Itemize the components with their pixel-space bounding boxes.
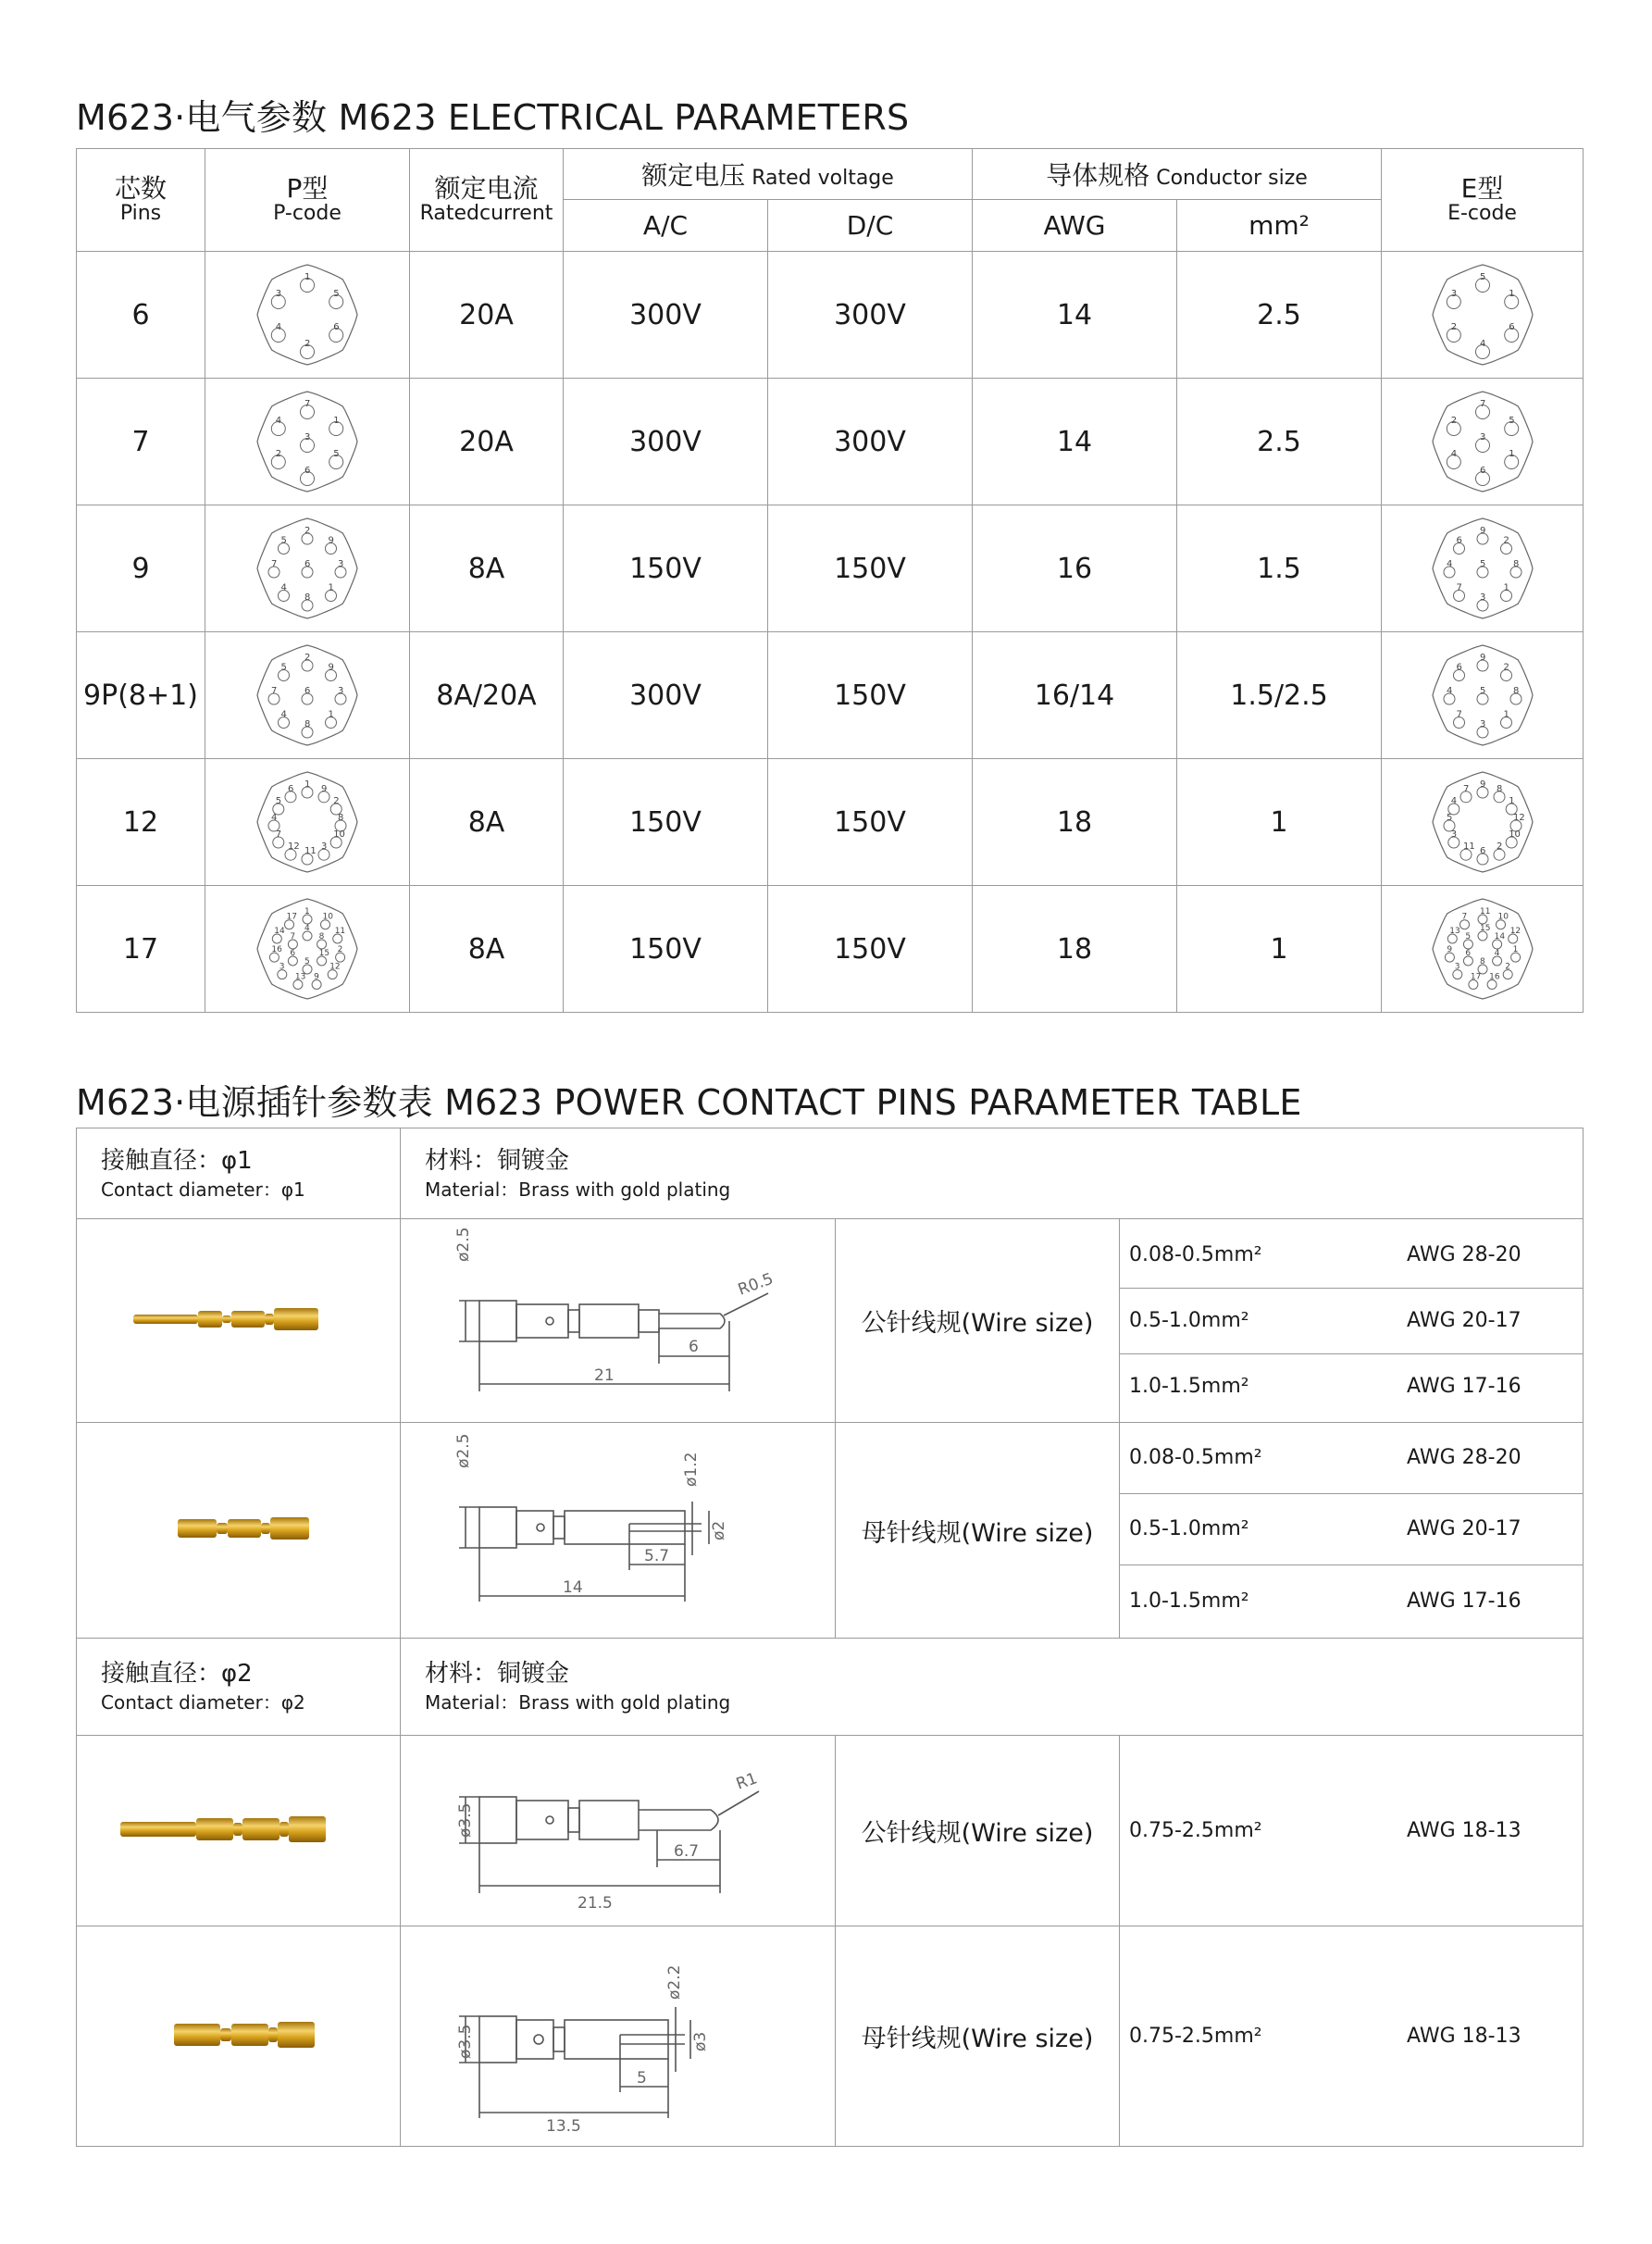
pin-number: 14 — [1494, 932, 1505, 941]
pin-number: 6 — [1508, 322, 1515, 332]
pin-number: 7 — [275, 829, 282, 840]
pin-number: 6 — [304, 559, 311, 569]
list-item: 1.0-1.5mm² AWG 17-16 — [1129, 1590, 1522, 1613]
pin-number: 7 — [271, 559, 278, 569]
dim-slot: 5 — [636, 2068, 647, 2088]
pin-number: 17 — [1470, 972, 1481, 982]
pin-number: 6 — [1479, 846, 1485, 856]
table-row — [77, 1926, 1584, 2147]
pin-number: 2 — [304, 339, 311, 349]
pin-photo-segment — [220, 2028, 231, 2041]
pin-number: 6 — [1456, 535, 1462, 546]
pin-photo-segment — [233, 1823, 242, 1836]
current-value: 8A — [410, 759, 564, 886]
pin-photo-segment — [268, 2027, 278, 2042]
pin-number: 6 — [1456, 662, 1462, 673]
pin-number: 9 — [1479, 779, 1485, 790]
pin-number: 4 — [275, 322, 282, 332]
pin-number: 5 — [1508, 416, 1515, 426]
pin-number: 10 — [322, 912, 333, 922]
pin-number: 9 — [328, 662, 334, 673]
male-wire-label: 公针线规(Wire size) — [836, 1219, 1120, 1423]
pin-number: 1 — [304, 272, 311, 282]
dim-total: 14 — [562, 1578, 583, 1597]
dim-radius: R0.5 — [735, 1269, 776, 1300]
pin-number: 5 — [1446, 813, 1452, 823]
pin-number: 4 — [275, 416, 282, 426]
pin-photo-segment — [278, 2022, 315, 2048]
pin-number: 12 — [288, 842, 300, 853]
table-row — [77, 632, 1584, 759]
header-current: 额定电流 Ratedcurrent — [410, 149, 564, 252]
pin-number: 8 — [1479, 957, 1485, 966]
dim-diameter: ø2.5 — [453, 1433, 473, 1468]
pin-number: 1 — [328, 582, 334, 593]
pin-number: 8 — [1512, 686, 1519, 696]
pcode-diagram — [205, 505, 410, 632]
pcode-diagram — [205, 759, 410, 886]
female-wire-sizes — [1120, 1423, 1584, 1639]
pin-number: 10 — [333, 829, 345, 840]
dc-value: 150V — [768, 632, 973, 759]
mm2-value: 1.5 — [1177, 505, 1382, 632]
pin-number: 15 — [318, 949, 330, 958]
pin-number: 7 — [1456, 582, 1462, 593]
pin-photo-segment — [265, 1314, 274, 1325]
pin-number: 2 — [1450, 416, 1457, 426]
awg-value: 14 — [973, 379, 1177, 505]
pin-number: 7 — [304, 399, 311, 409]
pin-photo-segment — [120, 1822, 196, 1837]
dim-tip: 6 — [688, 1337, 699, 1356]
pin-photo-segment — [231, 2024, 268, 2046]
dim-outer: ø3 — [690, 2031, 710, 2051]
pin-number: 5 — [333, 289, 340, 299]
pin-number: 3 — [338, 686, 344, 696]
ac-value: 300V — [564, 379, 768, 505]
pin-number: 7 — [1462, 783, 1469, 794]
pcode-diagram — [205, 886, 410, 1013]
table-row — [77, 252, 1584, 379]
table-row — [77, 1736, 1584, 1926]
dim-hole: ø1.2 — [681, 1452, 701, 1487]
awg-value: 16 — [973, 505, 1177, 632]
contact-diameter-cell: 接触直径：φ2 Contact diameter：φ2 — [77, 1639, 401, 1736]
pin-number: 5 — [280, 535, 287, 546]
ecode-diagram — [1382, 759, 1584, 886]
ac-value: 150V — [564, 886, 768, 1013]
ac-value: 300V — [564, 632, 768, 759]
pcode-diagram — [205, 632, 410, 759]
pin-number: 7 — [1461, 912, 1467, 922]
pin-photo-segment — [174, 2024, 220, 2046]
pin-number: 5 — [1479, 272, 1485, 282]
awg-value: 18 — [973, 886, 1177, 1013]
pin-number: 7 — [1456, 709, 1462, 720]
pin-photo-segment — [279, 1822, 289, 1837]
section-title-power-pins: M623·电源插针参数表 M623 POWER CONTACT PINS PARAMETER TABLE — [76, 1082, 1302, 1123]
pin-number: 1 — [328, 709, 334, 720]
pin-number: 3 — [321, 842, 328, 853]
pin-number: 5 — [275, 796, 282, 806]
mm2-value: 1 — [1177, 886, 1382, 1013]
dim-total: 13.5 — [545, 2116, 581, 2136]
pin-number: 17 — [286, 912, 297, 922]
pin-number: 11 — [304, 846, 317, 856]
pin-photo — [77, 1423, 401, 1639]
pin-number: 2 — [1503, 662, 1509, 673]
pin-number: 3 — [1479, 592, 1485, 603]
pin-number: 4 — [1446, 559, 1452, 569]
mm2-value: 1.5/2.5 — [1177, 632, 1382, 759]
pin-number: 6 — [304, 686, 311, 696]
pin-number: 12 — [1512, 813, 1525, 823]
pin-photo-segment — [133, 1315, 198, 1324]
pin-number: 3 — [279, 962, 285, 972]
dim-diameter: ø2.5 — [453, 1227, 473, 1262]
pin-number: 4 — [1450, 449, 1457, 459]
pin-number: 2 — [1503, 535, 1509, 546]
pin-number: 13 — [1448, 927, 1460, 936]
dim-outer: ø2 — [709, 1520, 728, 1540]
mm2-value: 1 — [1177, 759, 1382, 886]
dim-tip: 6.7 — [673, 1841, 699, 1861]
male-wire-label: 公针线规(Wire size) — [836, 1736, 1120, 1926]
current-value: 8A — [410, 886, 564, 1013]
ecode-diagram — [1382, 505, 1584, 632]
ecode-diagram — [1382, 252, 1584, 379]
pin-number: 1 — [1508, 449, 1515, 459]
table-row — [77, 886, 1584, 1013]
pin-number: 3 — [1479, 432, 1485, 443]
pin-number: 16 — [271, 945, 282, 955]
pin-number: 3 — [1479, 719, 1485, 729]
pin-number: 7 — [271, 686, 278, 696]
pin-number: 4 — [1446, 686, 1452, 696]
pin-number: 1 — [1503, 582, 1509, 593]
pin-number: 2 — [1496, 842, 1502, 853]
pin-number: 5 — [333, 449, 340, 459]
pin-number: 5 — [304, 957, 310, 966]
pin-number: 1 — [1503, 709, 1509, 720]
dim-radius: R1 — [733, 1768, 760, 1794]
pin-photo — [77, 1219, 401, 1423]
list-item: 0.5-1.0mm² AWG 20-17 — [1120, 1289, 1583, 1354]
awg-value: 14 — [973, 252, 1177, 379]
material-cell: 材料：铜镀金 Material：Brass with gold plating — [401, 1639, 1584, 1736]
dim-diameter: ø3.5 — [455, 1802, 475, 1838]
list-item: 1.0-1.5mm² AWG 17-16 — [1129, 1374, 1522, 1398]
pins-value: 9 — [77, 505, 205, 632]
header-pins: 芯数 Pins — [77, 149, 205, 252]
pin-number: 7 — [290, 932, 296, 941]
current-value: 8A/20A — [410, 632, 564, 759]
pin-drawing — [401, 1423, 836, 1639]
pin-number: 4 — [280, 582, 287, 593]
pin-number: 3 — [1450, 289, 1457, 299]
pin-photo-segment — [270, 1517, 309, 1540]
dc-value: 300V — [768, 379, 973, 505]
table-row — [77, 1219, 1584, 1423]
table-row — [77, 379, 1584, 505]
pin-number: 8 — [304, 719, 311, 729]
pin-number: 4 — [304, 924, 310, 933]
pin-number: 9 — [321, 783, 328, 794]
contact-diameter-cell: 接触直径：φ1 Contact diameter：φ1 — [77, 1128, 401, 1219]
pins-value: 6 — [77, 252, 205, 379]
ac-value: 300V — [564, 252, 768, 379]
pin-number: 2 — [1450, 322, 1457, 332]
pin-drawing — [401, 1736, 836, 1926]
pin-number: 10 — [1508, 829, 1521, 840]
pins-value: 7 — [77, 379, 205, 505]
table-row — [77, 505, 1584, 632]
pin-number: 4 — [1494, 949, 1499, 958]
male-wire-sizes — [1120, 1219, 1584, 1423]
pcode-diagram — [205, 252, 410, 379]
pin-photo-segment — [242, 1818, 279, 1840]
header-voltage: 额定电压 Rated voltage — [564, 149, 973, 200]
female-wire-label: 母针线规(Wire size) — [836, 1926, 1120, 2147]
dim-total: 21.5 — [577, 1893, 613, 1913]
header-conductor: 导体规格 Conductor size — [973, 149, 1382, 200]
pin-number: 13 — [294, 972, 306, 982]
pin-number: 6 — [288, 783, 294, 794]
pin-number: 8 — [338, 813, 344, 823]
pins-value: 17 — [77, 886, 205, 1013]
electrical-parameters-table — [76, 148, 1584, 1013]
pin-number: 4 — [280, 709, 287, 720]
pin-number: 5 — [1479, 559, 1485, 569]
pin-number: 7 — [1479, 399, 1485, 409]
dim-diameter: ø3.5 — [455, 2024, 475, 2059]
pin-photo-segment — [228, 1519, 261, 1538]
pin-number: 8 — [1512, 559, 1519, 569]
pin-number: 12 — [329, 962, 341, 972]
pin-number: 4 — [271, 813, 278, 823]
pin-number: 16 — [1488, 972, 1500, 982]
pin-number: 11 — [1462, 842, 1475, 853]
pin-photo-segment — [222, 1315, 231, 1323]
pin-number: 3 — [1450, 829, 1457, 840]
pin-number: 1 — [1508, 289, 1515, 299]
dc-value: 150V — [768, 759, 973, 886]
table-row — [77, 759, 1584, 886]
pin-number: 15 — [1479, 924, 1490, 933]
pin-number: 10 — [1497, 912, 1509, 922]
power-contact-pins-table — [76, 1128, 1584, 2147]
pin-drawing — [401, 1926, 836, 2147]
pin-photo-segment — [198, 1311, 222, 1328]
pin-number: 5 — [1464, 932, 1471, 941]
pin-photo — [77, 1926, 401, 2147]
pcode-diagram — [205, 379, 410, 505]
current-value: 8A — [410, 505, 564, 632]
pins-value: 9P(8+1) — [77, 632, 205, 759]
material-cell: 材料：铜镀金 Material：Brass with gold plating — [401, 1128, 1584, 1219]
pins-value: 12 — [77, 759, 205, 886]
pin-photo-segment — [289, 1816, 326, 1842]
pin-number: 6 — [290, 949, 296, 958]
pin-number: 3 — [275, 289, 282, 299]
male-wire-sizes: 0.75-2.5mm² AWG 18-13 — [1120, 1736, 1584, 1926]
pin-number: 4 — [1479, 339, 1485, 349]
pin-number: 1 — [333, 416, 340, 426]
pin-photo — [77, 1736, 401, 1926]
table-row — [77, 1423, 1584, 1639]
header-mm2: mm² — [1177, 200, 1382, 252]
pin-number: 9 — [1446, 945, 1452, 955]
pin-number: 12 — [1509, 927, 1521, 936]
pin-photo-segment — [178, 1519, 217, 1538]
pin-number: 9 — [314, 972, 319, 982]
pin-number: 3 — [1454, 962, 1460, 972]
pin-number: 11 — [1479, 907, 1490, 916]
pin-number: 5 — [280, 662, 287, 673]
female-wire-sizes: 0.75-2.5mm² AWG 18-13 — [1120, 1926, 1584, 2147]
dc-value: 300V — [768, 252, 973, 379]
pin-number: 2 — [1504, 962, 1510, 972]
ac-value: 150V — [564, 759, 768, 886]
ecode-diagram — [1382, 632, 1584, 759]
pin-number: 8 — [1496, 783, 1502, 794]
dim-total: 21 — [593, 1365, 615, 1385]
dim-slot: 5.7 — [643, 1547, 669, 1565]
pin-number: 3 — [304, 432, 311, 443]
female-wire-label: 母针线规(Wire size) — [836, 1423, 1120, 1639]
pin-number: 1 — [304, 907, 310, 916]
awg-value: 16/14 — [973, 632, 1177, 759]
pin-number: 6 — [1464, 949, 1471, 958]
pin-number: 2 — [304, 526, 311, 536]
list-item: 0.08-0.5mm² AWG 28-20 — [1120, 1423, 1583, 1494]
dim-hole: ø2.2 — [665, 1964, 684, 2000]
pin-photo-segment — [261, 1523, 270, 1534]
header-dc: D/C — [768, 200, 973, 252]
list-item: 0.5-1.0mm² AWG 20-17 — [1120, 1494, 1583, 1565]
pin-number: 9 — [328, 535, 334, 546]
ac-value: 150V — [564, 505, 768, 632]
pin-number: 14 — [274, 927, 285, 936]
pin-number: 5 — [1479, 686, 1485, 696]
pin-number: 8 — [304, 592, 311, 603]
pin-number: 1 — [1512, 945, 1518, 955]
pin-number: 2 — [304, 653, 311, 663]
header-ecode: E型 E-code — [1382, 149, 1584, 252]
mm2-value: 2.5 — [1177, 252, 1382, 379]
header-pcode: P型 P-code — [205, 149, 410, 252]
pin-number: 9 — [1479, 653, 1485, 663]
pin-number: 2 — [337, 945, 343, 955]
header-ac: A/C — [564, 200, 768, 252]
pin-number: 9 — [1479, 526, 1485, 536]
section-title-electrical: M623·电气参数 M623 ELECTRICAL PARAMETERS — [76, 97, 910, 138]
pin-drawing — [401, 1219, 836, 1423]
pin-number: 3 — [338, 559, 344, 569]
dc-value: 150V — [768, 505, 973, 632]
mm2-value: 2.5 — [1177, 379, 1382, 505]
awg-value: 18 — [973, 759, 1177, 886]
list-item: 0.08-0.5mm² AWG 28-20 — [1120, 1223, 1583, 1289]
pin-photo-segment — [274, 1308, 318, 1330]
ecode-diagram — [1382, 379, 1584, 505]
pin-number: 1 — [1508, 796, 1515, 806]
header-awg: AWG — [973, 200, 1177, 252]
pin-photo-segment — [217, 1523, 228, 1534]
current-value: 20A — [410, 252, 564, 379]
pin-number: 1 — [304, 779, 311, 790]
pin-number: 2 — [333, 796, 340, 806]
pin-number: 4 — [1450, 796, 1457, 806]
pin-number: 6 — [333, 322, 340, 332]
pin-photo-segment — [231, 1311, 265, 1328]
current-value: 20A — [410, 379, 564, 505]
pin-number: 11 — [334, 927, 346, 936]
dc-value: 150V — [768, 886, 973, 1013]
pin-number: 6 — [304, 466, 311, 476]
pin-photo-segment — [196, 1818, 233, 1840]
pin-number: 8 — [318, 932, 325, 941]
ecode-diagram — [1382, 886, 1584, 1013]
pin-number: 6 — [1479, 466, 1485, 476]
pin-number: 2 — [275, 449, 282, 459]
